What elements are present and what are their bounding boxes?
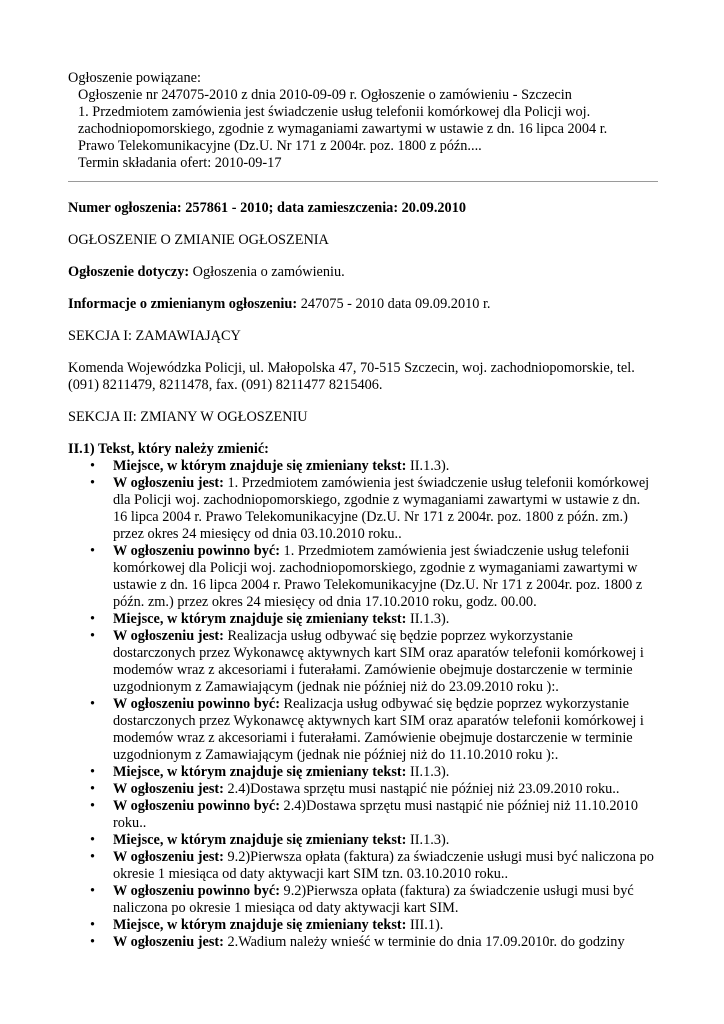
- place-value: II.1.3).: [406, 611, 450, 627]
- is-label: W ogłoszeniu jest:: [113, 934, 224, 950]
- is-value: 9.2)Pierwsza opłata (faktura) za świadczenie usługi musi być naliczona po okresie 1 miesiąca od daty aktywacji kart SIM tzn. 03.10.2010 roku..: [113, 849, 654, 882]
- notice-changed-info: [68, 296, 658, 313]
- place-label: Miejsce, w którym znajduje się zmieniany tekst:: [113, 458, 407, 474]
- should-be-value: 9.2)Pierwsza opłata (faktura) za świadczenie usługi musi być naliczona po okresie 1 miesiąca od daty aktywacji kart SIM.: [113, 883, 634, 916]
- related-notice-link[interactable]: [68, 87, 658, 172]
- is-value: Realizacja usług odbywać się będzie poprzez wykorzystanie dostarczonych przez Wykonawcę aktywnych kart SIM oraz aparatów telefonii komórkowej i modemów wraz z akcesoriami i futerałami. Zamówienie obejmuje dostarczenie w terminie uzgodnionym z Zamawiającym (jednak nie później niż do 23.09.2010 roku ):.: [113, 628, 644, 695]
- change-group: [68, 917, 658, 951]
- section-1-title: SEKCJA I: ZAMAWIAJĄCY: [68, 328, 241, 344]
- section-2-subtitle: II.1) Tekst, który należy zmienić:: [68, 441, 269, 457]
- related-line: Termin składania ofert: 2010-09-17: [78, 155, 282, 171]
- change-group: [68, 832, 658, 917]
- section-2-title: SEKCJA II: ZMIANY W OGŁOSZENIU: [68, 409, 308, 425]
- is-label: W ogłoszeniu jest:: [113, 475, 224, 491]
- related-heading: Ogłoszenie powiązane:: [68, 70, 201, 86]
- change-place-item: [68, 458, 658, 475]
- change-group: [68, 458, 658, 611]
- should-be-label: W ogłoszeniu powinno być:: [113, 543, 280, 559]
- related-line: Prawo Telekomunikacyjne (Dz.U. Nr 171 z 2004r. poz. 1800 z późn....: [78, 138, 482, 154]
- related-line: Ogłoszenie nr 247075-2010 z dnia 2010-09-09 r. Ogłoszenie o zamówieniu - Szczecin: [78, 87, 572, 103]
- change-group: [68, 764, 658, 832]
- place-label: Miejsce, w którym znajduje się zmieniany tekst:: [113, 917, 407, 933]
- change-is-item: [68, 781, 658, 798]
- place-label: Miejsce, w którym znajduje się zmieniany tekst:: [113, 832, 407, 848]
- is-label: W ogłoszeniu jest:: [113, 781, 224, 797]
- is-value: 2.4)Dostawa sprzętu musi nastąpić nie później niż 23.09.2010 roku..: [223, 781, 620, 797]
- concerns-value: Ogłoszenia o zamówieniu.: [189, 264, 345, 280]
- contracting-authority-text: Komenda Wojewódzka Policji, ul. Małopolska 47, 70-515 Szczecin, woj. zachodniopomorskie, tel. (091) 8211479, 8211478, fax. (091) 8211477 8215406.: [68, 360, 635, 393]
- change-should-be-item: [68, 883, 658, 917]
- is-label: W ogłoszeniu jest:: [113, 849, 224, 865]
- should-be-value: Realizacja usług odbywać się będzie poprzez wykorzystanie dostarczonych przez Wykonawcę aktywnych kart SIM oraz aparatów telefonii komórkowej i modemów wraz z akcesoriami i futerałami. Zamówienie obejmuje dostarczenie w terminie uzgodnionym z Zamawiającym (jednak nie później niż do 11.10.2010 roku ):.: [113, 696, 644, 763]
- related-line: zachodniopomorskiego, zgodnie z wymaganiami zawartymi w ustawie z dn. 16 lipca 2004 r.: [78, 121, 608, 137]
- notice-type-title: OGŁOSZENIE O ZMIANIE OGŁOSZENIA: [68, 232, 329, 248]
- notice-number: Numer ogłoszenia: 257861 - 2010; data zamieszczenia: 20.09.2010: [68, 200, 466, 216]
- place-value: II.1.3).: [406, 832, 450, 848]
- change-group: [68, 611, 658, 764]
- should-be-label: W ogłoszeniu powinno być:: [113, 798, 280, 814]
- should-be-value: 1. Przedmiotem zamówienia jest świadczenie usług telefonii komórkowej dla Policji woj. zachodniopomorskiego, zgodnie z wymaganiami zawartymi w ustawie z dn. 16 lipca 2004 r. Prawo Telekomunikacyjne (Dz.U. Nr 171 z 2004r. poz. 1800 z późn. zm.) przez okres 24 miesięcy od dnia 17.10.2010 roku, godz. 00.00.: [113, 543, 643, 610]
- change-is-item: [68, 628, 658, 696]
- place-label: Miejsce, w którym znajduje się zmieniany tekst:: [113, 764, 407, 780]
- place-value: II.1.3).: [406, 458, 450, 474]
- should-be-label: W ogłoszeniu powinno być:: [113, 696, 280, 712]
- document-page: [68, 70, 658, 951]
- should-be-label: W ogłoszeniu powinno być:: [113, 883, 280, 899]
- change-place-item: [68, 764, 658, 781]
- is-value: 1. Przedmiotem zamówienia jest świadczenie usług telefonii komórkowej dla Policji woj. zachodniopomorskiego, zgodnie z wymaganiami zawartymi w ustawie z dn. 16 lipca 2004 r. Prawo Telekomunikacyjne (Dz.U. Nr 171 z 2004r. poz. 1800 z późn. zm.) przez okres 24 miesięcy od dnia 03.10.2010 roku..: [113, 475, 650, 542]
- change-place-item: [68, 832, 658, 849]
- change-is-item: [68, 934, 658, 951]
- change-should-be-item: [68, 696, 658, 764]
- is-value: 2.Wadium należy wnieść w terminie do dnia 17.09.2010r. do godziny: [223, 934, 625, 950]
- change-is-item: [68, 475, 658, 543]
- change-place-item: [68, 611, 658, 628]
- info-label: Informacje o zmienianym ogłoszeniu:: [68, 296, 298, 312]
- separator-line: [68, 181, 658, 182]
- info-value: 247075 - 2010 data 09.09.2010 r.: [297, 296, 491, 312]
- notice-concerns: [68, 264, 658, 281]
- change-is-item: [68, 849, 658, 883]
- place-value: II.1.3).: [406, 764, 450, 780]
- place-label: Miejsce, w którym znajduje się zmieniany tekst:: [113, 611, 407, 627]
- should-be-value: 2.4)Dostawa sprzętu musi nastąpić nie później niż 11.10.2010 roku..: [113, 798, 638, 831]
- change-should-be-item: [68, 543, 658, 611]
- related-line: 1. Przedmiotem zamówienia jest świadczenie usług telefonii komórkowej dla Policji woj.: [78, 104, 591, 120]
- concerns-label: Ogłoszenie dotyczy:: [68, 264, 190, 280]
- change-place-item: [68, 917, 658, 934]
- change-should-be-item: [68, 798, 658, 832]
- related-notice-block: [68, 70, 658, 172]
- is-label: W ogłoszeniu jest:: [113, 628, 224, 644]
- place-value: III.1).: [406, 917, 444, 933]
